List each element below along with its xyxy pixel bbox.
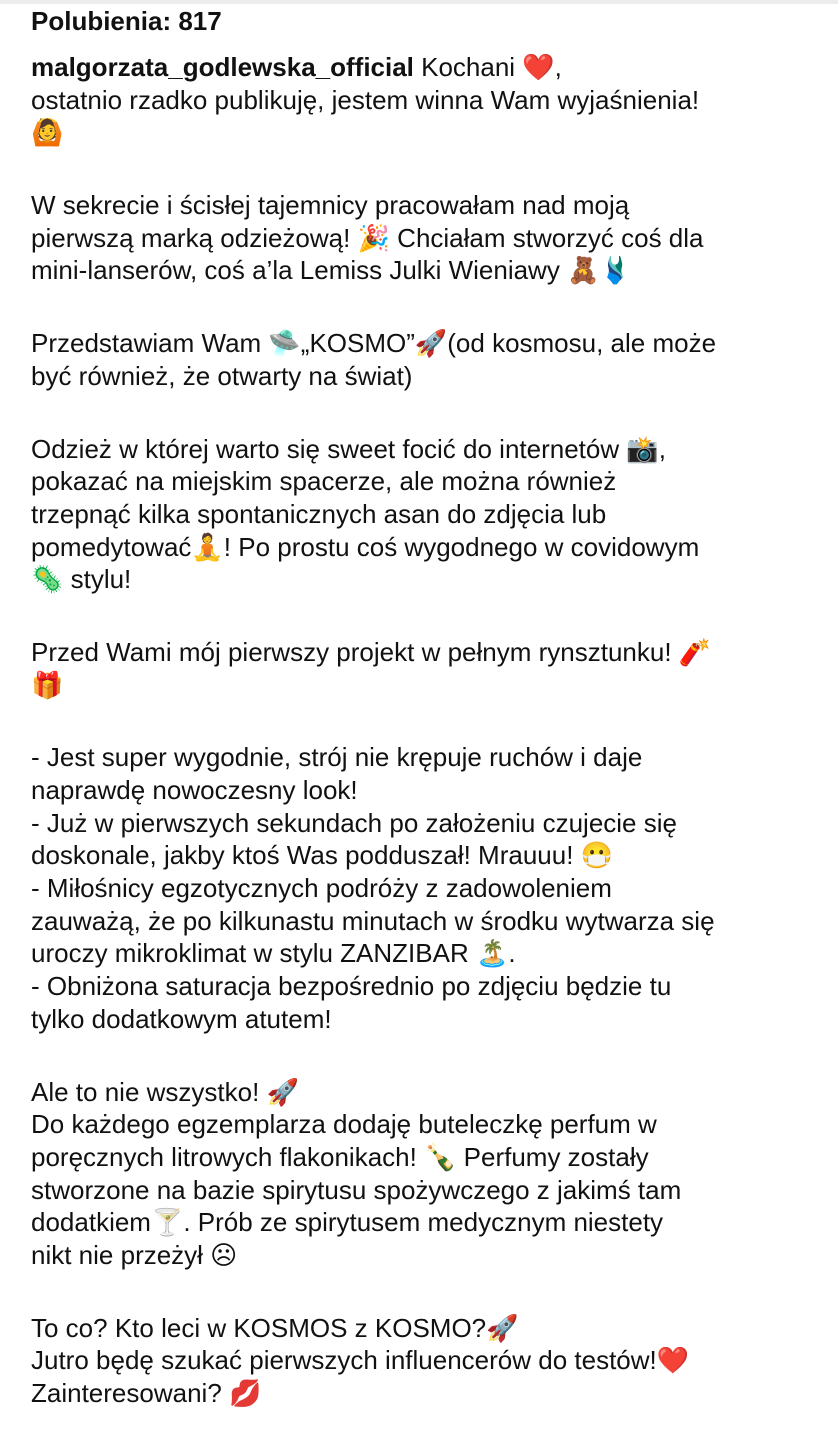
caption-line: poręcznych litrowych flakonikach! 🍾 Perfumy zostały <box>31 1141 649 1172</box>
caption-line: 🙆 <box>31 117 64 148</box>
caption-line: Przed Wami mój pierwszy projekt w pełnym rynsztunku! 🧨 <box>31 636 712 667</box>
caption-line: dodatkiem🍸. Prób ze spirytusem medycznym niestety <box>31 1207 664 1238</box>
caption-line: naprawdę nowoczesny look! <box>31 775 358 805</box>
caption-line: ostatnio rzadko publikuję, jestem winna Wam wyjaśnienia! <box>31 84 700 115</box>
caption-line: być również, że otwarty na świat) <box>31 360 413 391</box>
caption-line: mini-lanserów, coś a’la Lemiss Julki Wieniawy 🧸🩱 <box>31 255 632 286</box>
caption-line: Przedstawiam Wam 🛸„KOSMO”🚀(od kosmosu, ale może <box>31 328 717 359</box>
caption-line: Odzież w której warto się sweet focić do internetów 📸, <box>31 433 666 464</box>
caption-line: To co? Kto leci w KOSMOS z KOSMO?🚀 <box>31 1312 519 1343</box>
caption-text: Kochani ❤️, <box>413 52 562 82</box>
caption-line: Zainteresowani? 💋 <box>31 1378 262 1408</box>
caption-line: tylko dodatkowym atutem! <box>31 1003 332 1034</box>
caption-line: 🎁 <box>31 669 64 700</box>
caption-line: stworzone na bazie spirytusu spożywczego z jakimś tam <box>31 1174 682 1205</box>
username-link[interactable]: malgorzata_godlewska_official <box>31 52 414 82</box>
caption-line: zauważą, że po kilkunastu minutach w środku wytwarza się <box>31 905 715 936</box>
caption-line <box>31 51 821 84</box>
caption-line: W sekrecie i ścisłej tajemnicy pracowałam nad moją <box>31 190 630 221</box>
caption-line: Ale to nie wszystko! 🚀 <box>31 1076 299 1107</box>
caption-line: doskonale, jakby ktoś Was podduszał! Mrauuu! 😷 <box>31 840 614 871</box>
caption-line: pomedytować🧘! Po prostu coś wygodnego w covidowym <box>31 531 700 562</box>
caption-line: trzepnąć kilka spontanicznych asan do zdjęcia lub <box>31 498 607 529</box>
caption-line: - Miłośnicy egzotycznych podróży z zadowoleniem <box>31 873 612 904</box>
caption-line: 🦠 stylu! <box>31 564 132 595</box>
likes-count[interactable]: Polubienia: 817 <box>31 6 222 36</box>
caption-line: Do każdego egzemplarza dodaję buteleczkę perfum w <box>31 1109 657 1140</box>
caption-line: - Już w pierwszych sekundach po założeniu czujecie się <box>31 807 677 838</box>
caption-line: - Jest super wygodnie, strój nie krępuje ruchów i daje <box>31 742 643 773</box>
post-caption <box>31 51 821 1410</box>
caption-line: - Obniżona saturacja bezpośrednio po zdjęciu będzie tu <box>31 971 672 1002</box>
caption-line: Jutro będę szukać pierwszych influencerów do testów!❤️ <box>31 1345 690 1376</box>
caption-line: pierwszą marką odzieżową! 🎉 Chciałam stworzyć coś dla <box>31 222 704 253</box>
caption-line: uroczy mikroklimat w stylu ZANZIBAR 🏝️. <box>31 938 516 969</box>
caption-line: pokazać na miejskim spacerze, ale można również <box>31 466 617 497</box>
caption-line: nikt nie przeżył ☹ <box>31 1239 238 1270</box>
